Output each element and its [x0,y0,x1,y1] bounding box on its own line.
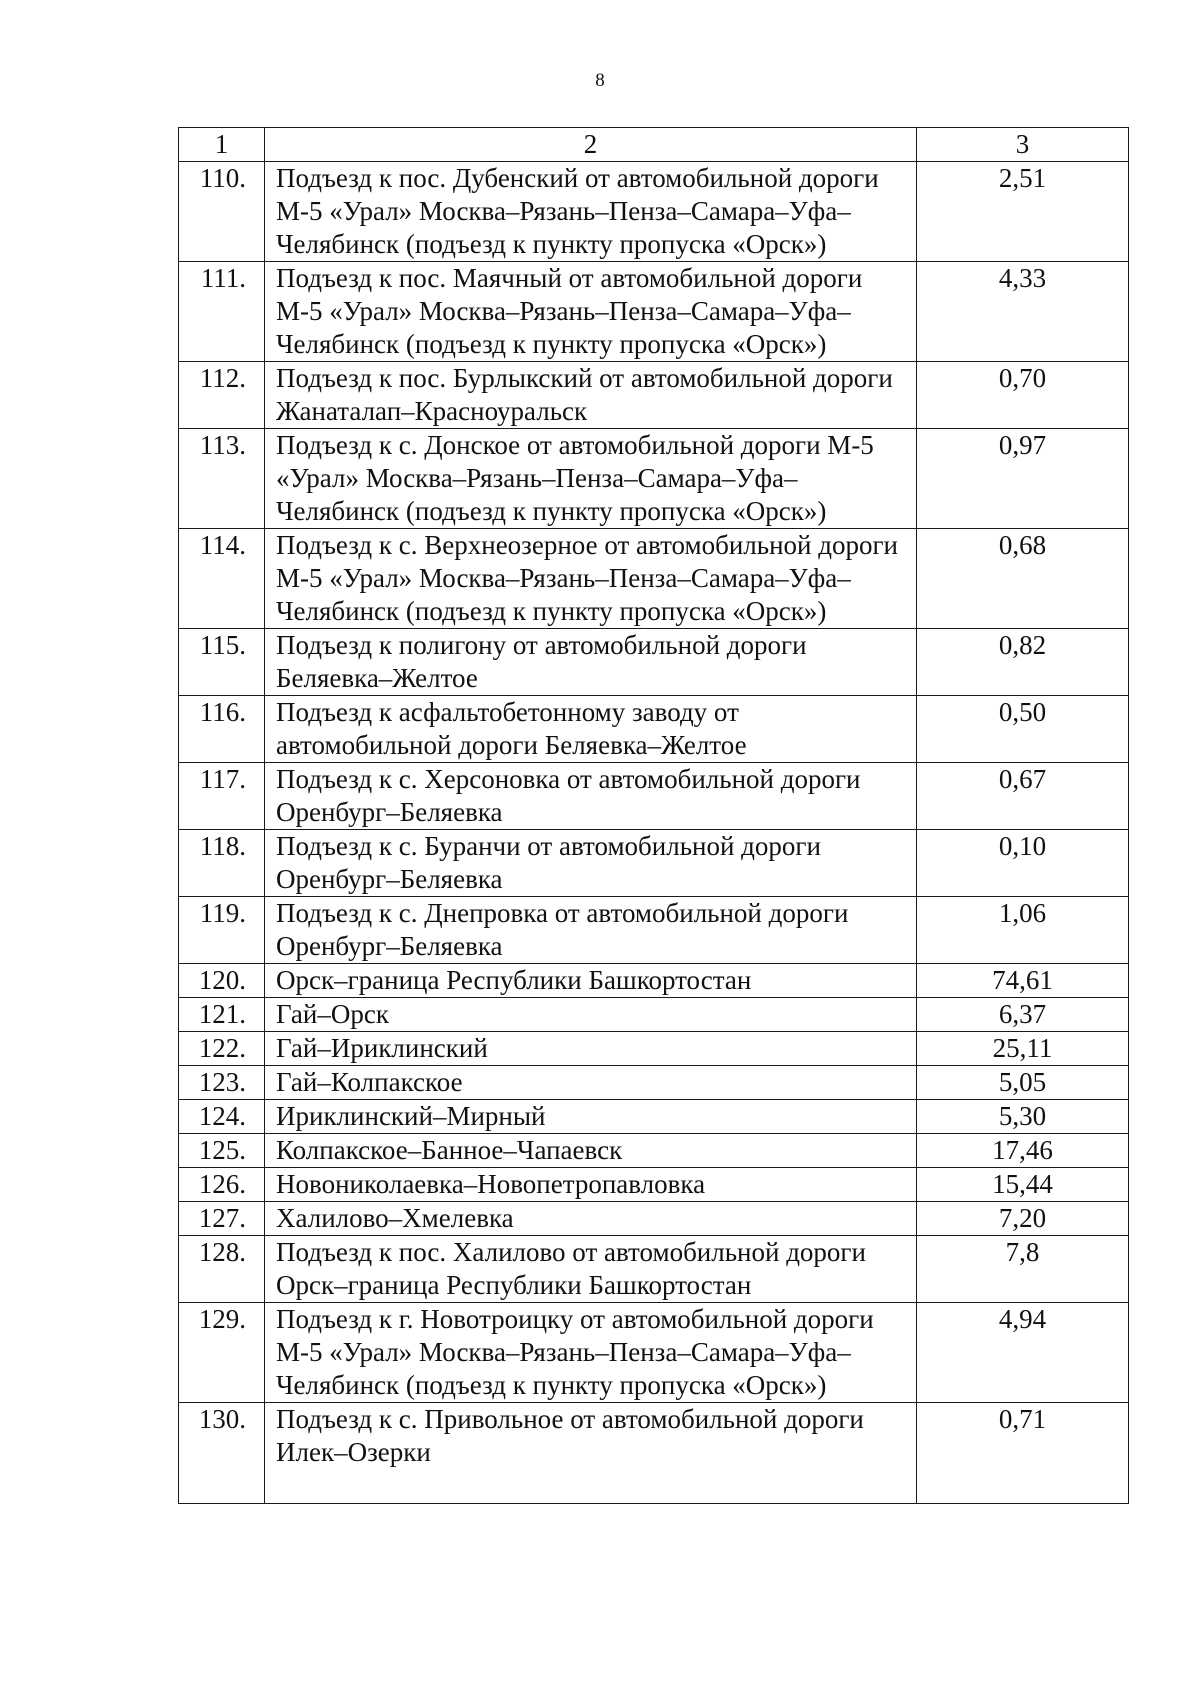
road-name: Подъезд к с. Верхнеозерное от автомобильной дороги М-5 «Урал» Москва–Рязань–Пенза–Самара–Уфа–Челябинск (подъезд к пункту пропуска «Орск») [265,529,917,629]
road-name: Подъезд к с. Буранчи от автомобильной дороги Оренбург–Беляевка [265,830,917,897]
table-row [179,696,1129,763]
road-name: Новониколаевка–Новопетропавловка [265,1168,917,1202]
table-row [179,429,1129,529]
table-row [179,1202,1129,1236]
row-number: 124. [179,1100,265,1134]
road-length: 0,68 [917,529,1129,629]
road-name: Подъезд к г. Новотроицку от автомобильной дороги М-5 «Урал» Москва–Рязань–Пенза–Самара–Уфа–Челябинск (подъезд к пункту пропуска «Орск») [265,1303,917,1403]
table-row [179,1303,1129,1403]
road-length: 5,30 [917,1100,1129,1134]
road-length: 7,20 [917,1202,1129,1236]
page-number: 8 [595,70,605,91]
road-length: 7,8 [917,1236,1129,1303]
road-name: Подъезд к с. Привольное от автомобильной дороги Илек–Озерки [265,1403,917,1504]
road-length: 17,46 [917,1134,1129,1168]
road-name: Гай–Ириклинский [265,1032,917,1066]
row-number: 127. [179,1202,265,1236]
row-number: 126. [179,1168,265,1202]
table-row [179,1134,1129,1168]
road-length: 5,05 [917,1066,1129,1100]
road-length: 6,37 [917,998,1129,1032]
row-number: 122. [179,1032,265,1066]
road-length: 2,51 [917,162,1129,262]
roads-table [178,127,1129,1504]
road-name: Гай–Орск [265,998,917,1032]
road-length: 4,33 [917,262,1129,362]
table-row [179,897,1129,964]
road-name: Подъезд к асфальтобетонному заводу от автомобильной дороги Беляевка–Желтое [265,696,917,763]
table-row [179,964,1129,998]
table-row [179,362,1129,429]
road-name: Подъезд к пос. Маячный от автомобильной дороги М-5 «Урал» Москва–Рязань–Пенза–Самара–Уфа–Челябинск (подъезд к пункту пропуска «Орск») [265,262,917,362]
table-row [179,262,1129,362]
table-header-row [179,128,1129,162]
row-number: 116. [179,696,265,763]
table-row [179,1066,1129,1100]
road-name: Ириклинский–Мирный [265,1100,917,1134]
table-row [179,1168,1129,1202]
row-number: 113. [179,429,265,529]
roads-table-body [179,128,1129,1504]
row-number: 117. [179,763,265,830]
road-length: 74,61 [917,964,1129,998]
road-name: Гай–Колпакское [265,1066,917,1100]
column-header-length: 3 [917,128,1129,162]
row-number: 112. [179,362,265,429]
road-name: Халилово–Хмелевка [265,1202,917,1236]
road-name: Колпакское–Банное–Чапаевск [265,1134,917,1168]
table-row [179,1403,1129,1504]
row-number: 114. [179,529,265,629]
row-number: 121. [179,998,265,1032]
road-name: Подъезд к полигону от автомобильной дороги Беляевка–Желтое [265,629,917,696]
row-number: 120. [179,964,265,998]
table-row [179,629,1129,696]
road-length: 4,94 [917,1303,1129,1403]
row-number: 129. [179,1303,265,1403]
road-name: Подъезд к пос. Дубенский от автомобильной дороги М-5 «Урал» Москва–Рязань–Пенза–Самара–Уфа–Челябинск (подъезд к пункту пропуска «Орск») [265,162,917,262]
table-row [179,763,1129,830]
road-name: Подъезд к с. Херсоновка от автомобильной дороги Оренбург–Беляевка [265,763,917,830]
road-name: Подъезд к пос. Халилово от автомобильной дороги Орск–граница Республики Башкортостан [265,1236,917,1303]
row-number: 125. [179,1134,265,1168]
row-number: 111. [179,262,265,362]
road-length: 15,44 [917,1168,1129,1202]
table-row [179,1100,1129,1134]
row-number: 118. [179,830,265,897]
road-length: 0,97 [917,429,1129,529]
table-row [179,1032,1129,1066]
row-number: 119. [179,897,265,964]
road-length: 0,82 [917,629,1129,696]
road-length: 0,71 [917,1403,1129,1504]
road-length: 25,11 [917,1032,1129,1066]
road-name: Подъезд к с. Днепровка от автомобильной дороги Оренбург–Беляевка [265,897,917,964]
table-row [179,830,1129,897]
road-name: Подъезд к пос. Бурлыкский от автомобильной дороги Жанаталап–Красноуральск [265,362,917,429]
table-row [179,529,1129,629]
row-number: 110. [179,162,265,262]
table-row [179,1236,1129,1303]
road-name: Подъезд к с. Донское от автомобильной дороги М-5 «Урал» Москва–Рязань–Пенза–Самара–Уфа–Челябинск (подъезд к пункту пропуска «Орск») [265,429,917,529]
column-header-name: 2 [265,128,917,162]
road-length: 1,06 [917,897,1129,964]
road-length: 0,50 [917,696,1129,763]
road-length: 0,10 [917,830,1129,897]
column-header-number: 1 [179,128,265,162]
row-number: 115. [179,629,265,696]
row-number: 123. [179,1066,265,1100]
row-number: 130. [179,1403,265,1504]
row-number: 128. [179,1236,265,1303]
road-length: 0,67 [917,763,1129,830]
road-name: Орск–граница Республики Башкортостан [265,964,917,998]
table-row [179,998,1129,1032]
table-row [179,162,1129,262]
road-length: 0,70 [917,362,1129,429]
